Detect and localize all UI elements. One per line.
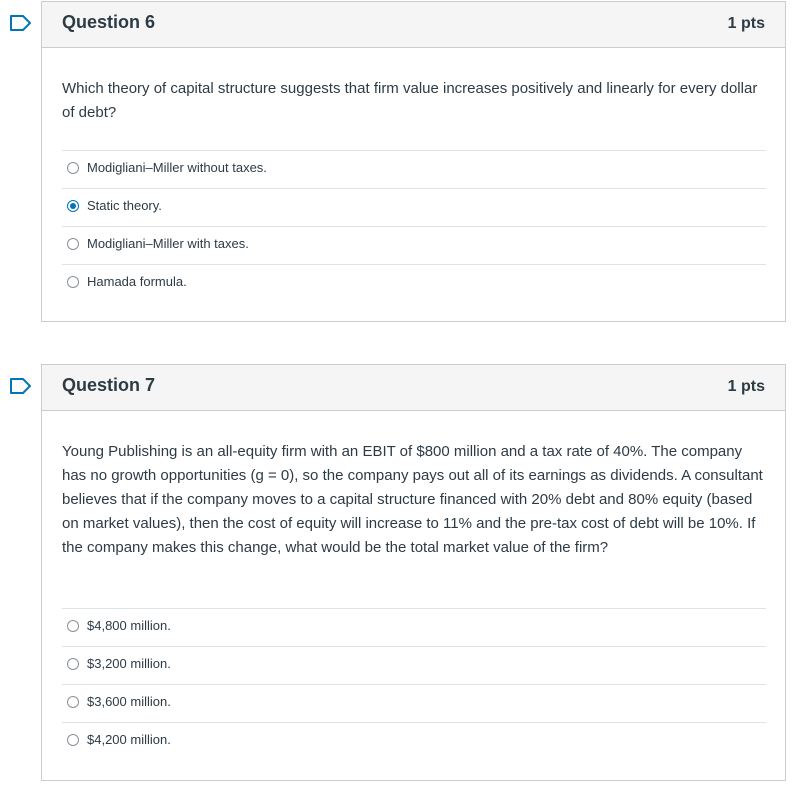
radio-button[interactable]: [67, 238, 79, 250]
answer-list: [62, 608, 766, 760]
radio-button[interactable]: [67, 620, 79, 632]
question-title: Question 7: [62, 375, 156, 395]
question-points: 1 pts: [727, 15, 765, 32]
answer-option[interactable]: [62, 722, 766, 760]
radio-button-selected[interactable]: [67, 200, 79, 212]
answer-list: [62, 150, 766, 302]
radio-button[interactable]: [67, 658, 79, 670]
answer-label: Hamada formula.: [87, 274, 187, 289]
question-text: Which theory of capital structure suggests that firm value increases positively and linearly for every dollar of debt?: [62, 80, 758, 121]
radio-button[interactable]: [67, 696, 79, 708]
bookmark-flag-icon[interactable]: [8, 377, 34, 395]
answer-option[interactable]: [62, 264, 766, 302]
answer-label: Modigliani–Miller without taxes.: [87, 160, 267, 175]
answer-option[interactable]: [62, 646, 766, 684]
question-6-card: [41, 1, 786, 322]
answer-label: Modigliani–Miller with taxes.: [87, 236, 249, 251]
answer-label: $4,200 million.: [87, 732, 171, 747]
question-text: Young Publishing is an all-equity firm with an EBIT of $800 million and a tax rate of 40%. The company has no growth opportunities (g = 0), so the company pays out all of its earnings as dividends. A consultant believes that if the company moves to a capital structure financed with 20% debt and 80% equity (based on market values), then the cost of equity will increase to 11% and the pre-tax cost of debt will be 10%. If the company makes this change, what would be the total market value of the firm?: [62, 443, 763, 556]
question-title: Question 6: [62, 12, 156, 32]
radio-button[interactable]: [67, 276, 79, 288]
answer-option[interactable]: [62, 226, 766, 264]
question-header: [42, 2, 785, 48]
answer-label: $3,200 million.: [87, 656, 171, 671]
radio-button[interactable]: [67, 734, 79, 746]
question-points: 1 pts: [727, 378, 765, 395]
answer-option[interactable]: [62, 608, 766, 646]
question-7-card: [41, 364, 786, 781]
answer-option[interactable]: [62, 684, 766, 722]
answer-label: $4,800 million.: [87, 618, 171, 633]
answer-option[interactable]: [62, 188, 766, 226]
question-header: [42, 365, 785, 411]
bookmark-flag-icon[interactable]: [8, 14, 34, 32]
radio-button[interactable]: [67, 162, 79, 174]
answer-option[interactable]: [62, 150, 766, 188]
answer-label: Static theory.: [87, 198, 162, 213]
answer-label: $3,600 million.: [87, 694, 171, 709]
